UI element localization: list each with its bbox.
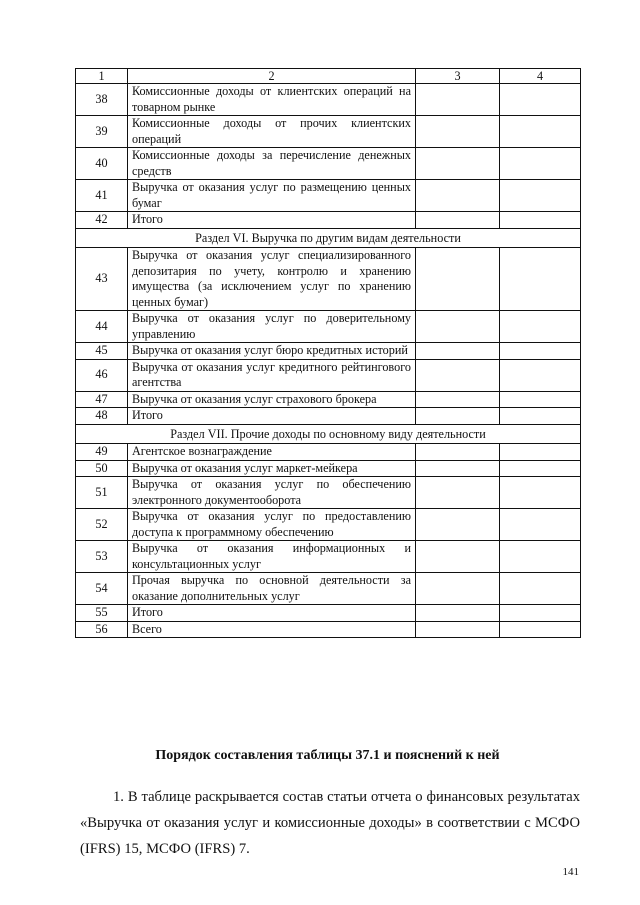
value-cell-col4 xyxy=(500,444,581,461)
row-description: Выручка от оказания услуг специализированного депозитария по учету, контролю и хранению имущества (за исключением услуг по хранению ценных бумаг) xyxy=(128,248,416,311)
row-number: 47 xyxy=(76,391,128,408)
header-cell-1: 1 xyxy=(76,69,128,84)
value-cell-col4 xyxy=(500,212,581,229)
value-cell-col3 xyxy=(416,359,500,391)
body-paragraph: 1. В таблице раскрывается состав статьи отчета о финансовых результатах «Выручка от оказания услуг и комиссионные доходы» в соответствии с МСФО (IFRS) 15, МСФО (IFRS) 7. xyxy=(80,789,580,857)
row-description: Выручка от оказания услуг маркет-мейкера xyxy=(128,460,416,477)
value-cell-col4 xyxy=(500,148,581,180)
table-row xyxy=(76,477,581,509)
value-cell-col4 xyxy=(500,343,581,360)
row-number: 41 xyxy=(76,180,128,212)
value-cell-col3 xyxy=(416,84,500,116)
row-number: 42 xyxy=(76,212,128,229)
value-cell-col4 xyxy=(500,359,581,391)
value-cell-col3 xyxy=(416,391,500,408)
section-heading: Порядок составления таблицы 37.1 и пояснений к ней xyxy=(155,748,500,763)
value-cell-col3 xyxy=(416,573,500,605)
section-row xyxy=(76,228,581,248)
table-row xyxy=(76,408,581,425)
table-row xyxy=(76,509,581,541)
table-row xyxy=(76,148,581,180)
header-cell-3: 3 xyxy=(416,69,500,84)
value-cell-col3 xyxy=(416,509,500,541)
value-cell-col3 xyxy=(416,311,500,343)
row-description: Итого xyxy=(128,605,416,622)
row-description: Прочая выручка по основной деятельности за оказание дополнительных услуг xyxy=(128,573,416,605)
row-number: 39 xyxy=(76,116,128,148)
value-cell-col3 xyxy=(416,212,500,229)
row-description: Всего xyxy=(128,621,416,638)
row-description: Выручка от оказания услуг по размещению ценных бумаг xyxy=(128,180,416,212)
table-row xyxy=(76,116,581,148)
value-cell-col3 xyxy=(416,180,500,212)
row-number: 54 xyxy=(76,573,128,605)
section-title: Раздел VI. Выручка по другим видам деятельности xyxy=(76,228,581,248)
value-cell-col4 xyxy=(500,248,581,311)
value-cell-col4 xyxy=(500,180,581,212)
row-description: Выручка от оказания услуг по обеспечению электронного документооборота xyxy=(128,477,416,509)
table-row xyxy=(76,212,581,229)
row-description: Выручка от оказания услуг бюро кредитных историй xyxy=(128,343,416,360)
table-row xyxy=(76,621,581,638)
value-cell-col3 xyxy=(416,460,500,477)
table-row xyxy=(76,343,581,360)
row-number: 48 xyxy=(76,408,128,425)
table-row xyxy=(76,359,581,391)
row-number: 49 xyxy=(76,444,128,461)
value-cell-col4 xyxy=(500,84,581,116)
value-cell-col3 xyxy=(416,116,500,148)
value-cell-col4 xyxy=(500,605,581,622)
value-cell-col3 xyxy=(416,621,500,638)
row-number: 52 xyxy=(76,509,128,541)
row-number: 45 xyxy=(76,343,128,360)
row-number: 51 xyxy=(76,477,128,509)
table-row xyxy=(76,391,581,408)
section-row xyxy=(76,424,581,444)
table-header-row xyxy=(76,69,581,84)
value-cell-col4 xyxy=(500,116,581,148)
table-row xyxy=(76,541,581,573)
table-row xyxy=(76,311,581,343)
row-description: Выручка от оказания услуг по доверительному управлению xyxy=(128,311,416,343)
row-description: Итого xyxy=(128,408,416,425)
table-row xyxy=(76,605,581,622)
row-number: 53 xyxy=(76,541,128,573)
header-cell-2: 2 xyxy=(128,69,416,84)
value-cell-col4 xyxy=(500,477,581,509)
row-number: 56 xyxy=(76,621,128,638)
row-description: Итого xyxy=(128,212,416,229)
row-description: Комиссионные доходы за перечисление денежных средств xyxy=(128,148,416,180)
value-cell-col3 xyxy=(416,605,500,622)
row-description: Выручка от оказания услуг страхового брокера xyxy=(128,391,416,408)
table-row xyxy=(76,444,581,461)
data-table xyxy=(75,68,581,638)
row-number: 50 xyxy=(76,460,128,477)
value-cell-col4 xyxy=(500,460,581,477)
row-description: Комиссионные доходы от прочих клиентских операций xyxy=(128,116,416,148)
row-number: 46 xyxy=(76,359,128,391)
value-cell-col4 xyxy=(500,311,581,343)
value-cell-col4 xyxy=(500,391,581,408)
table-row xyxy=(76,248,581,311)
table-body xyxy=(76,69,581,638)
table-row xyxy=(76,180,581,212)
value-cell-col4 xyxy=(500,621,581,638)
value-cell-col3 xyxy=(416,408,500,425)
section-title: Раздел VII. Прочие доходы по основному виду деятельности xyxy=(76,424,581,444)
header-cell-4: 4 xyxy=(500,69,581,84)
value-cell-col4 xyxy=(500,573,581,605)
value-cell-col3 xyxy=(416,541,500,573)
value-cell-col3 xyxy=(416,148,500,180)
row-description: Выручка от оказания услуг кредитного рейтингового агентства xyxy=(128,359,416,391)
row-number: 44 xyxy=(76,311,128,343)
value-cell-col4 xyxy=(500,541,581,573)
row-description: Выручка от оказания услуг по предоставлению доступа к программному обеспечению xyxy=(128,509,416,541)
value-cell-col3 xyxy=(416,343,500,360)
page-number: 141 xyxy=(562,866,579,878)
row-number: 40 xyxy=(76,148,128,180)
table-row xyxy=(76,460,581,477)
value-cell-col3 xyxy=(416,248,500,311)
row-description: Комиссионные доходы от клиентских операций на товарном рынке xyxy=(128,84,416,116)
value-cell-col4 xyxy=(500,408,581,425)
row-number: 38 xyxy=(76,84,128,116)
value-cell-col4 xyxy=(500,509,581,541)
row-number: 43 xyxy=(76,248,128,311)
value-cell-col3 xyxy=(416,477,500,509)
row-number: 55 xyxy=(76,605,128,622)
table-row xyxy=(76,573,581,605)
table-row xyxy=(76,84,581,116)
row-description: Агентское вознаграждение xyxy=(128,444,416,461)
value-cell-col3 xyxy=(416,444,500,461)
row-description: Выручка от оказания информационных и консультационных услуг xyxy=(128,541,416,573)
